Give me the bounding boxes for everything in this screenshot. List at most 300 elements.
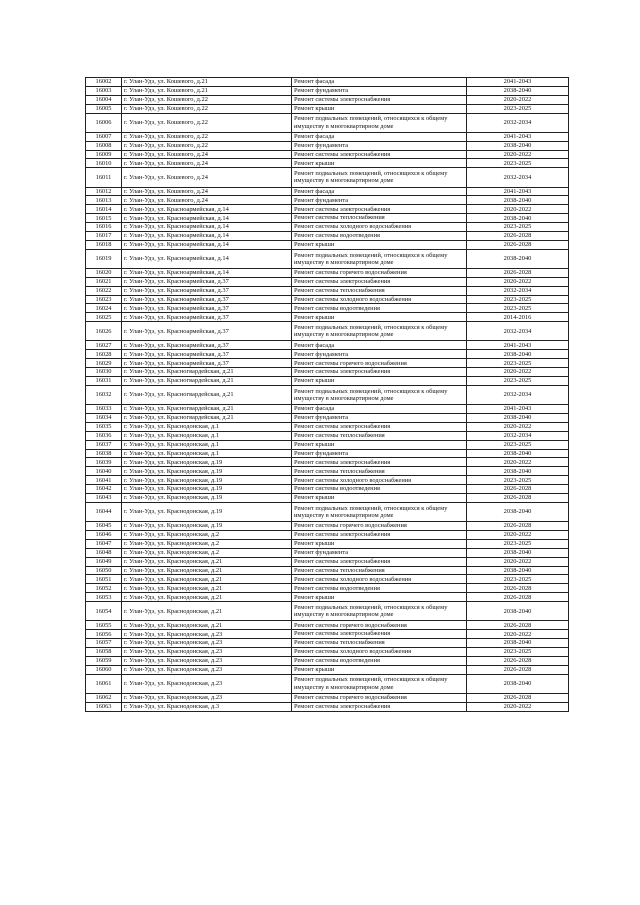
table-row (86, 566, 569, 575)
row-period-cell: 2038-2040 (467, 141, 569, 150)
table-row (86, 223, 569, 232)
table-row (86, 249, 569, 268)
table-row (86, 494, 569, 503)
row-address-cell: г. Улан-Удэ, ул. Краснодонская, д.21 (122, 593, 292, 602)
table-row (86, 557, 569, 566)
table-row (86, 168, 569, 187)
row-period-cell: 2020-2022 (467, 277, 569, 286)
table-row (86, 693, 569, 702)
row-work-cell: Ремонт системы горячего водоснабжения (292, 359, 467, 368)
row-code-cell: 16009 (86, 150, 122, 159)
row-period-cell: 2020-2022 (467, 702, 569, 711)
row-work-cell: Ремонт системы водоотведения (292, 485, 467, 494)
row-code-cell: 16010 (86, 159, 122, 168)
row-work-cell: Ремонт фундамента (292, 141, 467, 150)
row-work-cell: Ремонт крыши (292, 593, 467, 602)
row-work-cell: Ремонт подвальных помещений, относящихся к общему имуществу в многоквартирном доме (292, 674, 467, 693)
row-code-cell: 16063 (86, 702, 122, 711)
row-code-cell: 16044 (86, 502, 122, 521)
table-row (86, 413, 569, 422)
table-row (86, 150, 569, 159)
row-period-cell: 2020-2022 (467, 95, 569, 104)
row-work-cell: Ремонт системы электроснабжения (292, 458, 467, 467)
row-code-cell: 16004 (86, 95, 122, 104)
row-address-cell: г. Улан-Удэ, ул. Краснодонская, д.19 (122, 522, 292, 531)
row-period-cell: 2020-2022 (467, 458, 569, 467)
row-address-cell: г. Улан-Удэ, ул. Красноармейская, д.14 (122, 249, 292, 268)
row-address-cell: г. Улан-Удэ, ул. Краснодонская, д.3 (122, 702, 292, 711)
row-period-cell: 2023-2025 (467, 476, 569, 485)
row-code-cell: 16061 (86, 674, 122, 693)
row-period-cell: 2020-2022 (467, 422, 569, 431)
row-address-cell: г. Улан-Удэ, ул. Краснодонская, д.21 (122, 566, 292, 575)
row-work-cell: Ремонт системы электроснабжения (292, 422, 467, 431)
row-period-cell: 2032-2034 (467, 322, 569, 341)
row-address-cell: г. Улан-Удэ, ул. Краснодонская, д.21 (122, 602, 292, 621)
row-address-cell: г. Улан-Удэ, ул. Красноармейская, д.37 (122, 341, 292, 350)
row-period-cell: 2038-2040 (467, 350, 569, 359)
row-code-cell: 16006 (86, 113, 122, 132)
row-code-cell: 16045 (86, 522, 122, 531)
row-code-cell: 16005 (86, 104, 122, 113)
row-work-cell: Ремонт системы водоотведения (292, 656, 467, 665)
row-period-cell: 2026-2028 (467, 621, 569, 630)
table-row (86, 159, 569, 168)
row-address-cell: г. Улан-Удэ, ул. Красногвардейская, д.21 (122, 385, 292, 404)
table-row (86, 113, 569, 132)
table-row (86, 593, 569, 602)
row-work-cell: Ремонт системы горячего водоснабжения (292, 522, 467, 531)
table-row (86, 86, 569, 95)
row-address-cell: г. Улан-Удэ, ул. Красноармейская, д.37 (122, 313, 292, 322)
row-code-cell: 16016 (86, 223, 122, 232)
row-code-cell: 16035 (86, 422, 122, 431)
row-address-cell: г. Улан-Удэ, ул. Красноармейская, д.37 (122, 286, 292, 295)
table-row (86, 313, 569, 322)
table-row (86, 405, 569, 414)
row-period-cell: 2038-2040 (467, 196, 569, 205)
table-body (86, 78, 569, 712)
row-code-cell: 16031 (86, 377, 122, 386)
row-period-cell: 2026-2028 (467, 240, 569, 249)
row-period-cell: 2023-2025 (467, 647, 569, 656)
row-address-cell: г. Улан-Удэ, ул. Краснодонская, д.19 (122, 476, 292, 485)
row-code-cell: 16013 (86, 196, 122, 205)
table-row (86, 584, 569, 593)
row-address-cell: г. Улан-Удэ, ул. Красноармейская, д.14 (122, 268, 292, 277)
row-period-cell: 2020-2022 (467, 150, 569, 159)
row-work-cell: Ремонт системы горячего водоснабжения (292, 693, 467, 702)
row-period-cell: 2041-2043 (467, 405, 569, 414)
row-address-cell: г. Улан-Удэ, ул. Красноармейская, д.37 (122, 295, 292, 304)
row-work-cell: Ремонт фундамента (292, 86, 467, 95)
table-row (86, 359, 569, 368)
row-address-cell: г. Улан-Удэ, ул. Кошевого, д.24 (122, 187, 292, 196)
row-code-cell: 16003 (86, 86, 122, 95)
table-row (86, 196, 569, 205)
row-work-cell: Ремонт системы электроснабжения (292, 530, 467, 539)
table-row (86, 702, 569, 711)
row-address-cell: г. Улан-Удэ, ул. Краснодонская, д.19 (122, 485, 292, 494)
row-period-cell: 2038-2040 (467, 449, 569, 458)
row-code-cell: 16038 (86, 449, 122, 458)
row-address-cell: г. Улан-Удэ, ул. Красногвардейская, д.21 (122, 377, 292, 386)
row-code-cell: 16060 (86, 665, 122, 674)
row-period-cell: 2038-2040 (467, 413, 569, 422)
row-work-cell: Ремонт системы электроснабжения (292, 150, 467, 159)
row-work-cell: Ремонт системы электроснабжения (292, 630, 467, 639)
row-code-cell: 16030 (86, 368, 122, 377)
row-address-cell: г. Улан-Удэ, ул. Краснодонская, д.21 (122, 584, 292, 593)
row-work-cell: Ремонт крыши (292, 240, 467, 249)
row-address-cell: г. Улан-Удэ, ул. Краснодонская, д.23 (122, 693, 292, 702)
row-address-cell: г. Улан-Удэ, ул. Краснодонская, д.23 (122, 665, 292, 674)
row-work-cell: Ремонт системы горячего водоснабжения (292, 621, 467, 630)
row-work-cell: Ремонт крыши (292, 159, 467, 168)
row-work-cell: Ремонт фундамента (292, 196, 467, 205)
row-code-cell: 16051 (86, 575, 122, 584)
table-row (86, 95, 569, 104)
row-code-cell: 16011 (86, 168, 122, 187)
table-row (86, 440, 569, 449)
table-row (86, 385, 569, 404)
row-code-cell: 16002 (86, 78, 122, 87)
row-code-cell: 16022 (86, 286, 122, 295)
row-address-cell: г. Улан-Удэ, ул. Красноармейская, д.37 (122, 322, 292, 341)
row-work-cell: Ремонт крыши (292, 665, 467, 674)
row-code-cell: 16049 (86, 557, 122, 566)
table-row (86, 377, 569, 386)
table-row (86, 630, 569, 639)
table-row (86, 304, 569, 313)
row-address-cell: г. Улан-Удэ, ул. Кошевого, д.24 (122, 150, 292, 159)
row-work-cell: Ремонт системы водоотведения (292, 231, 467, 240)
row-period-cell: 2038-2040 (467, 214, 569, 223)
table-row (86, 350, 569, 359)
row-address-cell: г. Улан-Удэ, ул. Краснодонская, д.21 (122, 621, 292, 630)
row-code-cell: 16057 (86, 639, 122, 648)
row-work-cell: Ремонт системы электроснабжения (292, 702, 467, 711)
row-work-cell: Ремонт системы теплоснабжения (292, 467, 467, 476)
table-row (86, 530, 569, 539)
row-work-cell: Ремонт подвальных помещений, относящихся к общему имуществу в многоквартирном доме (292, 502, 467, 521)
table-row (86, 467, 569, 476)
table-row (86, 422, 569, 431)
table-row (86, 132, 569, 141)
row-work-cell: Ремонт крыши (292, 377, 467, 386)
row-work-cell: Ремонт системы электроснабжения (292, 205, 467, 214)
row-code-cell: 16037 (86, 440, 122, 449)
table-row (86, 231, 569, 240)
row-address-cell: г. Улан-Удэ, ул. Краснодонская, д.19 (122, 502, 292, 521)
row-work-cell: Ремонт подвальных помещений, относящихся к общему имуществу в многоквартирном доме (292, 385, 467, 404)
row-code-cell: 16062 (86, 693, 122, 702)
row-code-cell: 16020 (86, 268, 122, 277)
row-code-cell: 16028 (86, 350, 122, 359)
row-work-cell: Ремонт фасада (292, 405, 467, 414)
row-address-cell: г. Улан-Удэ, ул. Краснодонская, д.1 (122, 431, 292, 440)
row-address-cell: г. Улан-Удэ, ул. Краснодонская, д.2 (122, 539, 292, 548)
row-code-cell: 16019 (86, 249, 122, 268)
row-code-cell: 16058 (86, 647, 122, 656)
row-work-cell: Ремонт системы горячего водоснабжения (292, 268, 467, 277)
row-code-cell: 16034 (86, 413, 122, 422)
table-row (86, 621, 569, 630)
row-code-cell: 16042 (86, 485, 122, 494)
table-row (86, 368, 569, 377)
row-code-cell: 16040 (86, 467, 122, 476)
table-row (86, 78, 569, 87)
row-code-cell: 16050 (86, 566, 122, 575)
table-row (86, 268, 569, 277)
row-period-cell: 2032-2034 (467, 431, 569, 440)
table-row (86, 485, 569, 494)
row-period-cell: 2032-2034 (467, 286, 569, 295)
row-address-cell: г. Улан-Удэ, ул. Краснодонская, д.19 (122, 494, 292, 503)
row-work-cell: Ремонт системы теплоснабжения (292, 431, 467, 440)
row-period-cell: 2023-2025 (467, 223, 569, 232)
row-work-cell: Ремонт подвальных помещений, относящихся к общему имуществу в многоквартирном доме (292, 322, 467, 341)
row-work-cell: Ремонт системы теплоснабжения (292, 214, 467, 223)
row-address-cell: г. Улан-Удэ, ул. Краснодонская, д.1 (122, 422, 292, 431)
row-address-cell: г. Улан-Удэ, ул. Кошевого, д.22 (122, 113, 292, 132)
row-period-cell: 2023-2025 (467, 377, 569, 386)
table-row (86, 277, 569, 286)
row-work-cell: Ремонт крыши (292, 313, 467, 322)
row-code-cell: 16025 (86, 313, 122, 322)
row-work-cell: Ремонт фасада (292, 187, 467, 196)
row-period-cell: 2023-2025 (467, 159, 569, 168)
row-work-cell: Ремонт системы электроснабжения (292, 95, 467, 104)
row-period-cell: 2020-2022 (467, 630, 569, 639)
row-period-cell: 2038-2040 (467, 86, 569, 95)
row-address-cell: г. Улан-Удэ, ул. Краснодонская, д.23 (122, 674, 292, 693)
row-code-cell: 16041 (86, 476, 122, 485)
row-work-cell: Ремонт системы электроснабжения (292, 368, 467, 377)
row-code-cell: 16026 (86, 322, 122, 341)
row-period-cell: 2026-2028 (467, 665, 569, 674)
table-row (86, 104, 569, 113)
row-code-cell: 16053 (86, 593, 122, 602)
row-work-cell: Ремонт фундамента (292, 350, 467, 359)
row-address-cell: г. Улан-Удэ, ул. Краснодонская, д.23 (122, 639, 292, 648)
table-row (86, 205, 569, 214)
row-address-cell: г. Улан-Удэ, ул. Кошевого, д.22 (122, 141, 292, 150)
row-period-cell: 2026-2028 (467, 231, 569, 240)
row-work-cell: Ремонт системы теплоснабжения (292, 639, 467, 648)
table-row (86, 214, 569, 223)
row-code-cell: 16007 (86, 132, 122, 141)
row-address-cell: г. Улан-Удэ, ул. Красноармейская, д.14 (122, 223, 292, 232)
row-period-cell: 2041-2043 (467, 78, 569, 87)
row-code-cell: 16047 (86, 539, 122, 548)
row-address-cell: г. Улан-Удэ, ул. Кошевого, д.22 (122, 104, 292, 113)
row-work-cell: Ремонт системы теплоснабжения (292, 566, 467, 575)
row-address-cell: г. Улан-Удэ, ул. Красноармейская, д.14 (122, 205, 292, 214)
row-period-cell: 2026-2028 (467, 584, 569, 593)
row-work-cell: Ремонт фасада (292, 78, 467, 87)
row-code-cell: 16008 (86, 141, 122, 150)
row-period-cell: 2026-2028 (467, 268, 569, 277)
table-row (86, 602, 569, 621)
row-address-cell: г. Улан-Удэ, ул. Красногвардейская, д.21 (122, 368, 292, 377)
row-address-cell: г. Улан-Удэ, ул. Красногвардейская, д.21 (122, 413, 292, 422)
row-work-cell: Ремонт подвальных помещений, относящихся к общему имуществу в многоквартирном доме (292, 602, 467, 621)
row-address-cell: г. Улан-Удэ, ул. Красноармейская, д.37 (122, 304, 292, 313)
row-address-cell: г. Улан-Удэ, ул. Кошевого, д.24 (122, 168, 292, 187)
row-code-cell: 16021 (86, 277, 122, 286)
row-period-cell: 2032-2034 (467, 168, 569, 187)
row-period-cell: 2020-2022 (467, 557, 569, 566)
row-period-cell: 2041-2043 (467, 132, 569, 141)
row-address-cell: г. Улан-Удэ, ул. Красноармейская, д.14 (122, 231, 292, 240)
row-address-cell: г. Улан-Удэ, ул. Краснодонская, д.2 (122, 530, 292, 539)
row-period-cell: 2026-2028 (467, 494, 569, 503)
row-period-cell: 2023-2025 (467, 440, 569, 449)
row-address-cell: г. Улан-Удэ, ул. Кошевого, д.22 (122, 132, 292, 141)
row-period-cell: 2026-2028 (467, 593, 569, 602)
row-address-cell: г. Улан-Удэ, ул. Краснодонская, д.23 (122, 630, 292, 639)
row-address-cell: г. Улан-Удэ, ул. Кошевого, д.22 (122, 95, 292, 104)
row-code-cell: 16033 (86, 405, 122, 414)
row-work-cell: Ремонт фундамента (292, 413, 467, 422)
table-row (86, 286, 569, 295)
row-work-cell: Ремонт фасада (292, 341, 467, 350)
table-row (86, 647, 569, 656)
table-row (86, 141, 569, 150)
row-code-cell: 16014 (86, 205, 122, 214)
table-row (86, 295, 569, 304)
row-work-cell: Ремонт подвальных помещений, относящихся к общему имуществу в многоквартирном доме (292, 168, 467, 187)
row-work-cell: Ремонт системы электроснабжения (292, 557, 467, 566)
row-work-cell: Ремонт крыши (292, 494, 467, 503)
row-period-cell: 2038-2040 (467, 548, 569, 557)
row-address-cell: г. Улан-Удэ, ул. Краснодонская, д.1 (122, 440, 292, 449)
table-row (86, 548, 569, 557)
table-row (86, 449, 569, 458)
row-address-cell: г. Улан-Удэ, ул. Краснодонская, д.19 (122, 458, 292, 467)
table-row (86, 656, 569, 665)
table-row (86, 431, 569, 440)
repair-schedule-table (85, 77, 569, 712)
row-address-cell: г. Улан-Удэ, ул. Кошевого, д.24 (122, 196, 292, 205)
row-period-cell: 2038-2040 (467, 566, 569, 575)
row-address-cell: г. Улан-Удэ, ул. Кошевого, д.21 (122, 86, 292, 95)
row-code-cell: 16017 (86, 231, 122, 240)
row-work-cell: Ремонт крыши (292, 539, 467, 548)
row-address-cell: г. Улан-Удэ, ул. Краснодонская, д.19 (122, 467, 292, 476)
row-code-cell: 16055 (86, 621, 122, 630)
row-address-cell: г. Улан-Удэ, ул. Краснодонская, д.1 (122, 449, 292, 458)
row-address-cell: г. Улан-Удэ, ул. Красноармейская, д.37 (122, 277, 292, 286)
row-period-cell: 2026-2028 (467, 522, 569, 531)
row-code-cell: 16036 (86, 431, 122, 440)
row-period-cell: 2020-2022 (467, 205, 569, 214)
row-work-cell: Ремонт крыши (292, 104, 467, 113)
row-address-cell: г. Улан-Удэ, ул. Красноармейская, д.14 (122, 240, 292, 249)
table-row (86, 575, 569, 584)
row-work-cell: Ремонт системы холодного водоснабжения (292, 223, 467, 232)
row-work-cell: Ремонт подвальных помещений, относящихся к общему имуществу в многоквартирном доме (292, 113, 467, 132)
row-address-cell: г. Улан-Удэ, ул. Краснодонская, д.21 (122, 575, 292, 584)
row-code-cell: 16056 (86, 630, 122, 639)
row-work-cell: Ремонт фундамента (292, 449, 467, 458)
row-code-cell: 16043 (86, 494, 122, 503)
row-period-cell: 2038-2040 (467, 249, 569, 268)
row-period-cell: 2026-2028 (467, 656, 569, 665)
row-work-cell: Ремонт фундамента (292, 548, 467, 557)
row-work-cell: Ремонт системы теплоснабжения (292, 286, 467, 295)
table-row (86, 674, 569, 693)
table-row (86, 522, 569, 531)
row-work-cell: Ремонт системы холодного водоснабжения (292, 647, 467, 656)
row-code-cell: 16027 (86, 341, 122, 350)
row-code-cell: 16024 (86, 304, 122, 313)
row-code-cell: 16018 (86, 240, 122, 249)
row-work-cell: Ремонт фасада (292, 132, 467, 141)
row-address-cell: г. Улан-Удэ, ул. Кошевого, д.24 (122, 159, 292, 168)
row-work-cell: Ремонт крыши (292, 440, 467, 449)
row-code-cell: 16029 (86, 359, 122, 368)
row-period-cell: 2020-2022 (467, 530, 569, 539)
row-code-cell: 16054 (86, 602, 122, 621)
row-period-cell: 2041-2043 (467, 341, 569, 350)
row-work-cell: Ремонт подвальных помещений, относящихся к общему имуществу в многоквартирном доме (292, 249, 467, 268)
row-period-cell: 2023-2025 (467, 295, 569, 304)
row-period-cell: 2014-2016 (467, 313, 569, 322)
row-address-cell: г. Улан-Удэ, ул. Краснодонская, д.23 (122, 647, 292, 656)
row-period-cell: 2026-2028 (467, 485, 569, 494)
row-period-cell: 2038-2040 (467, 639, 569, 648)
row-code-cell: 16012 (86, 187, 122, 196)
row-period-cell: 2023-2025 (467, 539, 569, 548)
table-row (86, 187, 569, 196)
row-address-cell: г. Улан-Удэ, ул. Краснодонская, д.21 (122, 557, 292, 566)
row-period-cell: 2026-2028 (467, 693, 569, 702)
row-code-cell: 16052 (86, 584, 122, 593)
table-row (86, 341, 569, 350)
row-period-cell: 2038-2040 (467, 674, 569, 693)
table-row (86, 665, 569, 674)
row-work-cell: Ремонт системы электроснабжения (292, 277, 467, 286)
row-code-cell: 16032 (86, 385, 122, 404)
row-period-cell: 2020-2022 (467, 368, 569, 377)
row-code-cell: 16048 (86, 548, 122, 557)
row-address-cell: г. Улан-Удэ, ул. Красногвардейская, д.21 (122, 405, 292, 414)
row-code-cell: 16023 (86, 295, 122, 304)
row-code-cell: 16059 (86, 656, 122, 665)
row-address-cell: г. Улан-Удэ, ул. Краснодонская, д.2 (122, 548, 292, 557)
table-row (86, 639, 569, 648)
row-period-cell: 2023-2025 (467, 304, 569, 313)
row-period-cell: 2023-2025 (467, 575, 569, 584)
row-address-cell: г. Улан-Удэ, ул. Кошевого, д.21 (122, 78, 292, 87)
table-row (86, 240, 569, 249)
row-period-cell: 2041-2043 (467, 187, 569, 196)
row-work-cell: Ремонт системы водоотведения (292, 304, 467, 313)
row-address-cell: г. Улан-Удэ, ул. Краснодонская, д.23 (122, 656, 292, 665)
row-code-cell: 16039 (86, 458, 122, 467)
row-work-cell: Ремонт системы холодного водоснабжения (292, 476, 467, 485)
row-period-cell: 2038-2040 (467, 467, 569, 476)
row-period-cell: 2038-2040 (467, 502, 569, 521)
row-period-cell: 2023-2025 (467, 359, 569, 368)
table-row (86, 539, 569, 548)
table-row (86, 322, 569, 341)
row-period-cell: 2032-2034 (467, 113, 569, 132)
row-address-cell: г. Улан-Удэ, ул. Красноармейская, д.37 (122, 359, 292, 368)
row-period-cell: 2038-2040 (467, 602, 569, 621)
